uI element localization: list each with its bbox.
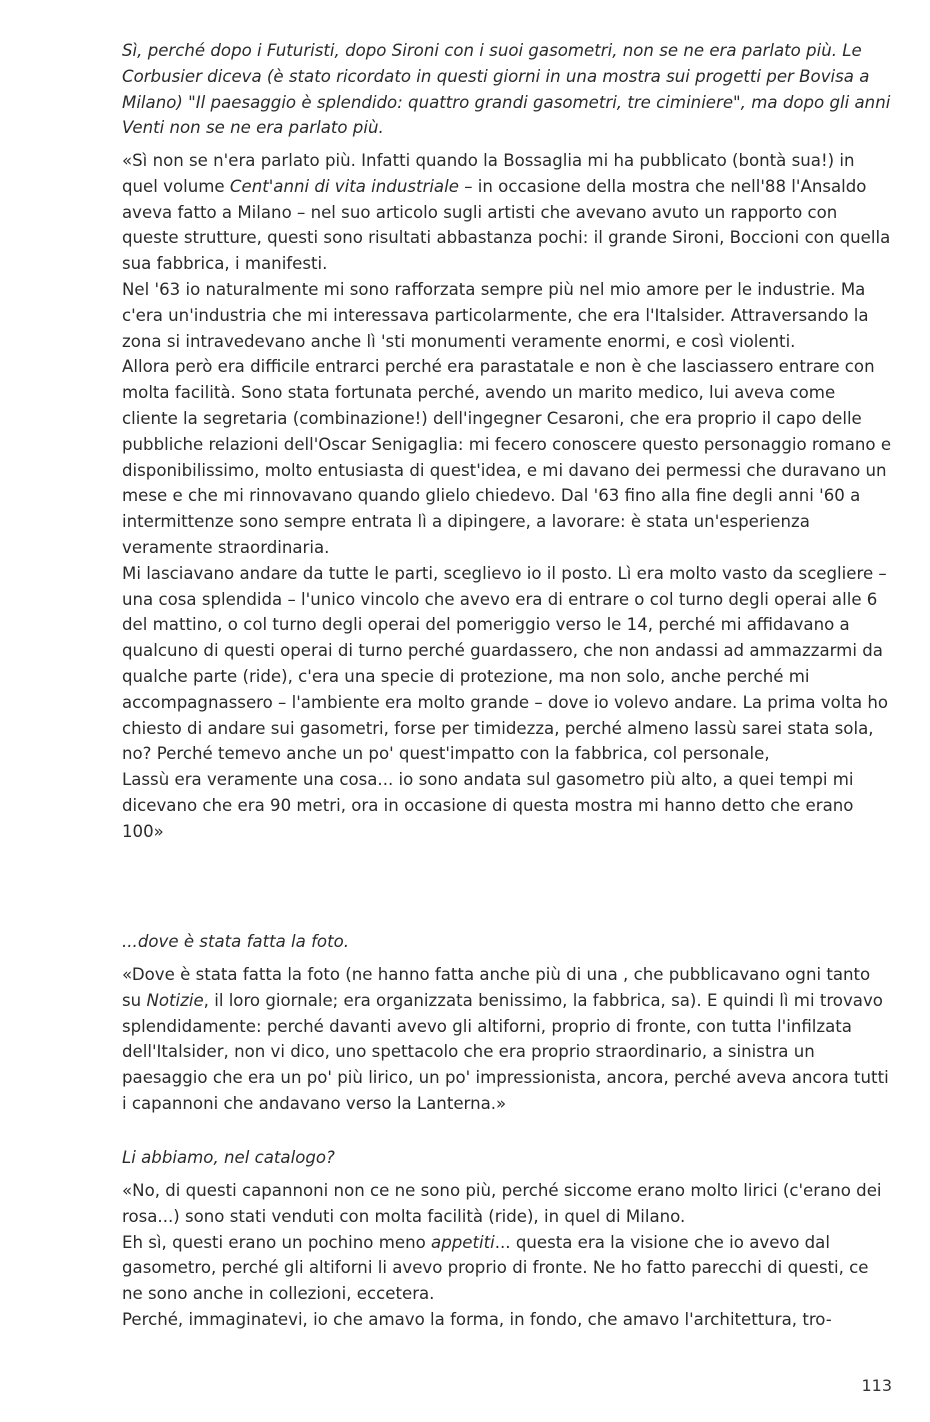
answer-text: ... questa era la visione che io avevo dal gasometro, perché gli altiforni li avevo proprio di fronte. Ne ho fatto parecchi di questi, ce ne sono anche in collezioni, eccetera. (122, 1232, 869, 1304)
question-text: Sì, perché dopo i Futuristi, dopo Sironi con i suoi gasometri, non se ne era parlato più. Le Corbusier diceva (è stato ricordato in questi giorni in una mostra sui progetti per Bovisa a Milano) "Il paesaggio è splendido: quattro grandi gasometri, tre ciminiere", ma dopo gli anni Venti non se ne era parlato più. (122, 41, 891, 138)
answer-section-1 (122, 148, 894, 845)
answer-text: , il loro giornale; era organizzata benissimo, la fabbrica, sa). E quindi lì mi trovavo splendidamente: perché davanti avevo gli altiforni, proprio di fronte, con tutta l'infilzata dell'Italsider, non vi dico, uno spettacolo che era proprio straordinario, a sinistra un paesaggio che era un po' più lirico, un po' impressionista, ancora, perché aveva ancora tutti i capannoni che andavano verso la Lanterna.» (122, 990, 889, 1113)
journal-title: Notizie (146, 990, 204, 1010)
question-3 (122, 1145, 894, 1171)
answer-text: «Sì non se n'era parlato più. Infatti quando la Bossaglia mi ha pubblicato (bontà sua!) in quel volume (122, 151, 855, 196)
answer-paragraph: Mi lasciavano andare da tutte le parti, sceglievo io il posto. Lì era molto vasto da scegliere – una cosa splendida – l'unico vincolo che avevo era di entrare o col turno degli operai alle 6 del mattino, o col turno degli operai del pomeriggio verso le 14, perché mi affidavano a qualcuno di questi operai di turno perché guardassero, che non andassi ad ammazzarmi da qualche parte (ride), c'era una specie di protezione, ma non solo, anche perché mi accompagnassero – l'ambiente era molto grande – dove io volevo andare. La prima volta ho chiesto di andare sui gasometri, forse per timidezza, perché almeno lassù sarei stata sola, no? Perché temevo anche un po' quest'impatto con la fabbrica, col personale, (122, 563, 889, 764)
question-text: Li abbiamo, nel catalogo? (122, 1148, 335, 1167)
book-title: Cent'anni di vita industriale (229, 176, 459, 196)
answer-paragraph: Allora però era difficile entrarci perché era parastatale e non è che lasciassero entrare con molta facilità. Sono stata fortunata perché, avendo un marito medico, lui aveva come cliente la segretaria (combinazione!) dell'ingegner Cesaroni, che era proprio il capo delle pubbliche relazioni dell'Oscar Senigaglia: mi fecero conoscere questo personaggio romano e disponibilissimo, molto entusiasta di quest'idea, e mi davano dei permessi che duravano un mese e che mi rinnovavano quando glielo chiedevo. Dal '63 fino alla fine degli anni '60 a intermittenze sono sempre entrata lì a dipingere, a lavorare: è stata un'esperienza veramente straordinaria. (122, 357, 892, 557)
answer-paragraph: «No, di questi capannoni non ce ne sono più, perché siccome erano molto lirici (c'erano dei rosa...) sono stati venduti con molta facilità (ride), in quel di Milano. (122, 1181, 882, 1226)
answer-paragraph: Lassù era veramente una cosa... io sono andata sul gasometro più alto, a quei tempi mi dicevano che era 90 metri, ora in occasione di questa mostra mi hanno detto che erano 100» (122, 770, 854, 841)
question-text: ...dove è stata fatta la foto. (122, 932, 350, 951)
answer-text: «Dove è stata fatta la foto (ne hanno fatta anche più di una , che pubblicavano ogni tanto su (122, 965, 871, 1010)
page-number: 113 (861, 1376, 892, 1395)
emphasis-text: appetiti (431, 1232, 495, 1252)
answer-paragraph: Perché, immaginatevi, io che amavo la forma, in fondo, che amavo l'architettura, tro- (122, 1309, 832, 1329)
answer-paragraph: Nel '63 io naturalmente mi sono rafforzata sempre più nel mio amore per le industrie. Ma c'era un'industria che mi interessava particolarmente, che era l'Italsider. Attraversando la zona si intravedevano anche lì 'sti monumenti veramente enormi, e così violenti. (122, 279, 869, 351)
answer-paragraph (122, 962, 894, 1117)
answer-text: Eh sì, questi erano un pochino meno (122, 1232, 432, 1252)
answer-paragraph (122, 148, 894, 277)
answer-section-2 (122, 962, 894, 1117)
answer-text: – in occasione della mostra che nell'88 l'Ansaldo aveva fatto a Milano – nel suo articolo sugli artisti che avevano avuto un rapporto con queste strutture, questi sono risultati abbastanza pochi: il grande Sironi, Boccioni con quella sua fabbrica, i manifesti. (122, 176, 891, 274)
question-2 (122, 929, 894, 955)
answer-paragraph (122, 1230, 894, 1307)
answer-section-3 (122, 1178, 894, 1333)
question-1 (122, 38, 894, 141)
